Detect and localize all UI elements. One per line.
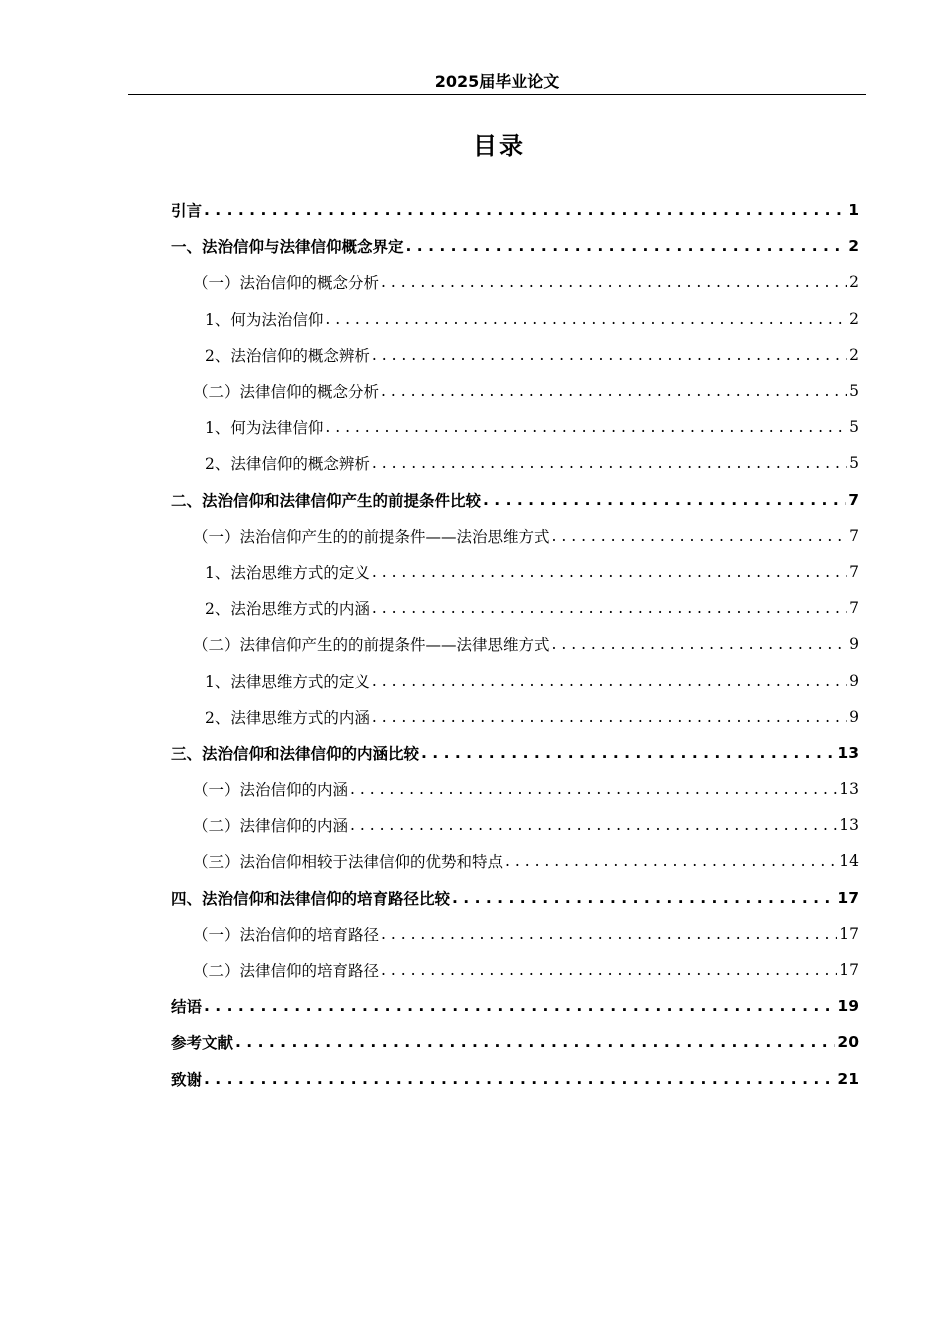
toc-entry-page: 7 (849, 562, 859, 581)
toc-entry-label: （一）法治信仰的概念分析 (193, 274, 380, 293)
toc-entry-label: 引言 (171, 202, 203, 221)
toc-entry[interactable] (171, 518, 859, 554)
dot-leader (483, 491, 846, 509)
dot-leader (406, 237, 847, 255)
toc-entry-page: 2 (849, 345, 859, 364)
toc-entry[interactable] (171, 1024, 859, 1060)
toc-entry[interactable] (171, 735, 859, 771)
dot-leader (381, 961, 837, 979)
toc-entry-label: 二、法治信仰和法律信仰产生的前提条件比较 (171, 491, 482, 510)
toc-entry-page: 7 (848, 490, 859, 509)
toc-entry[interactable] (171, 590, 859, 626)
toc-entry-label: （一）法治信仰的培育路径 (193, 925, 380, 944)
toc-entry-label: 1、法治思维方式的定义 (205, 563, 370, 582)
toc-entry-page: 17 (837, 888, 859, 907)
dot-leader (204, 997, 835, 1015)
toc-entry-label: 三、法治信仰和法律信仰的内涵比较 (171, 744, 420, 763)
toc-entry[interactable] (171, 373, 859, 409)
dot-leader (381, 273, 847, 291)
toc-entry-label: 四、法治信仰和法律信仰的培育路径比较 (171, 889, 451, 908)
toc-entry[interactable] (171, 301, 859, 337)
toc-entry[interactable] (171, 445, 859, 481)
toc-entry-page: 5 (849, 454, 859, 473)
toc-entry-page: 13 (837, 743, 859, 762)
dot-leader (325, 418, 847, 436)
toc-entry-label: （二）法律信仰的内涵 (193, 817, 349, 836)
dot-leader (350, 816, 837, 834)
dot-leader (505, 852, 837, 870)
toc-entry[interactable] (171, 264, 859, 300)
toc-entry-page: 13 (839, 780, 859, 799)
dot-leader (372, 346, 847, 364)
toc-entry[interactable] (171, 482, 859, 518)
dot-leader (552, 527, 848, 545)
toc-entry-label: 2、法治思维方式的内涵 (205, 600, 370, 619)
toc-entry-page: 17 (839, 961, 859, 980)
dot-leader (372, 708, 847, 726)
toc-entry[interactable] (171, 988, 859, 1024)
toc-entry-label: （二）法律信仰产生的的前提条件——法律思维方式 (193, 636, 550, 655)
dot-leader (235, 1033, 835, 1051)
toc-entry[interactable] (171, 880, 859, 916)
toc-entry-label: 参考文献 (171, 1034, 234, 1053)
toc-entry-page: 20 (837, 1033, 859, 1052)
dot-leader (204, 1070, 835, 1088)
toc-entry[interactable] (171, 916, 859, 952)
toc-entry[interactable] (171, 952, 859, 988)
dot-leader (350, 780, 837, 798)
dot-leader (325, 310, 847, 328)
toc-entry-label: （三）法治信仰相较于法律信仰的优势和特点 (193, 853, 504, 872)
dot-leader (372, 672, 847, 690)
toc-entry[interactable] (171, 771, 859, 807)
toc-entry-label: （二）法律信仰的培育路径 (193, 962, 380, 981)
toc-entry-page: 2 (849, 273, 859, 292)
dot-leader (204, 201, 846, 219)
toc-entry[interactable] (171, 662, 859, 698)
dot-leader (372, 454, 847, 472)
toc-entry-page: 9 (849, 635, 859, 654)
toc-entry-label: 致谢 (171, 1070, 203, 1089)
toc-entry[interactable] (171, 699, 859, 735)
dot-leader (452, 889, 835, 907)
toc-entry[interactable] (171, 192, 859, 228)
toc-entry[interactable] (171, 409, 859, 445)
toc-entry-label: （一）法治信仰的内涵 (193, 781, 349, 800)
toc-entry[interactable] (171, 626, 859, 662)
toc-entry-label: 1、何为法律信仰 (205, 419, 324, 438)
dot-leader (372, 563, 847, 581)
toc-entry[interactable] (171, 228, 859, 264)
toc-entry-label: （二）法律信仰的概念分析 (193, 383, 380, 402)
toc-entry-page: 1 (848, 201, 859, 220)
toc-entry[interactable] (171, 554, 859, 590)
toc-entry[interactable] (171, 1061, 859, 1097)
dot-leader (552, 635, 848, 653)
toc-entry-label: 2、法治信仰的概念辨析 (205, 346, 370, 365)
page-header: 2025届毕业论文 (128, 72, 866, 95)
toc-entry-label: 一、法治信仰与法律信仰概念界定 (171, 238, 404, 257)
toc-entry-label: （一）法治信仰产生的的前提条件——法治思维方式 (193, 527, 550, 546)
table-of-contents (171, 192, 859, 1097)
dot-leader (381, 925, 837, 943)
toc-entry-page: 5 (849, 418, 859, 437)
dot-leader (372, 599, 847, 617)
toc-entry-page: 2 (849, 309, 859, 328)
toc-entry-label: 2、法律信仰的概念辨析 (205, 455, 370, 474)
toc-entry-label: 2、法律思维方式的内涵 (205, 708, 370, 727)
toc-entry-page: 9 (849, 671, 859, 690)
toc-entry-label: 1、何为法治信仰 (205, 310, 324, 329)
toc-entry-label: 结语 (171, 998, 203, 1017)
toc-entry-page: 13 (839, 816, 859, 835)
toc-entry[interactable] (171, 337, 859, 373)
dot-leader (381, 382, 847, 400)
toc-title: 目录 (473, 132, 525, 160)
toc-entry-page: 2 (848, 237, 859, 256)
toc-entry-page: 5 (849, 382, 859, 401)
toc-entry[interactable] (171, 843, 859, 879)
toc-entry-page: 21 (837, 1069, 859, 1088)
toc-entry-page: 7 (849, 526, 859, 545)
toc-entry-page: 7 (849, 599, 859, 618)
dot-leader (421, 744, 835, 762)
toc-entry-page: 9 (849, 707, 859, 726)
toc-entry-page: 17 (839, 924, 859, 943)
toc-entry-label: 1、法律思维方式的定义 (205, 672, 370, 691)
toc-entry[interactable] (171, 807, 859, 843)
toc-entry-page: 19 (837, 997, 859, 1016)
toc-entry-page: 14 (839, 852, 859, 871)
